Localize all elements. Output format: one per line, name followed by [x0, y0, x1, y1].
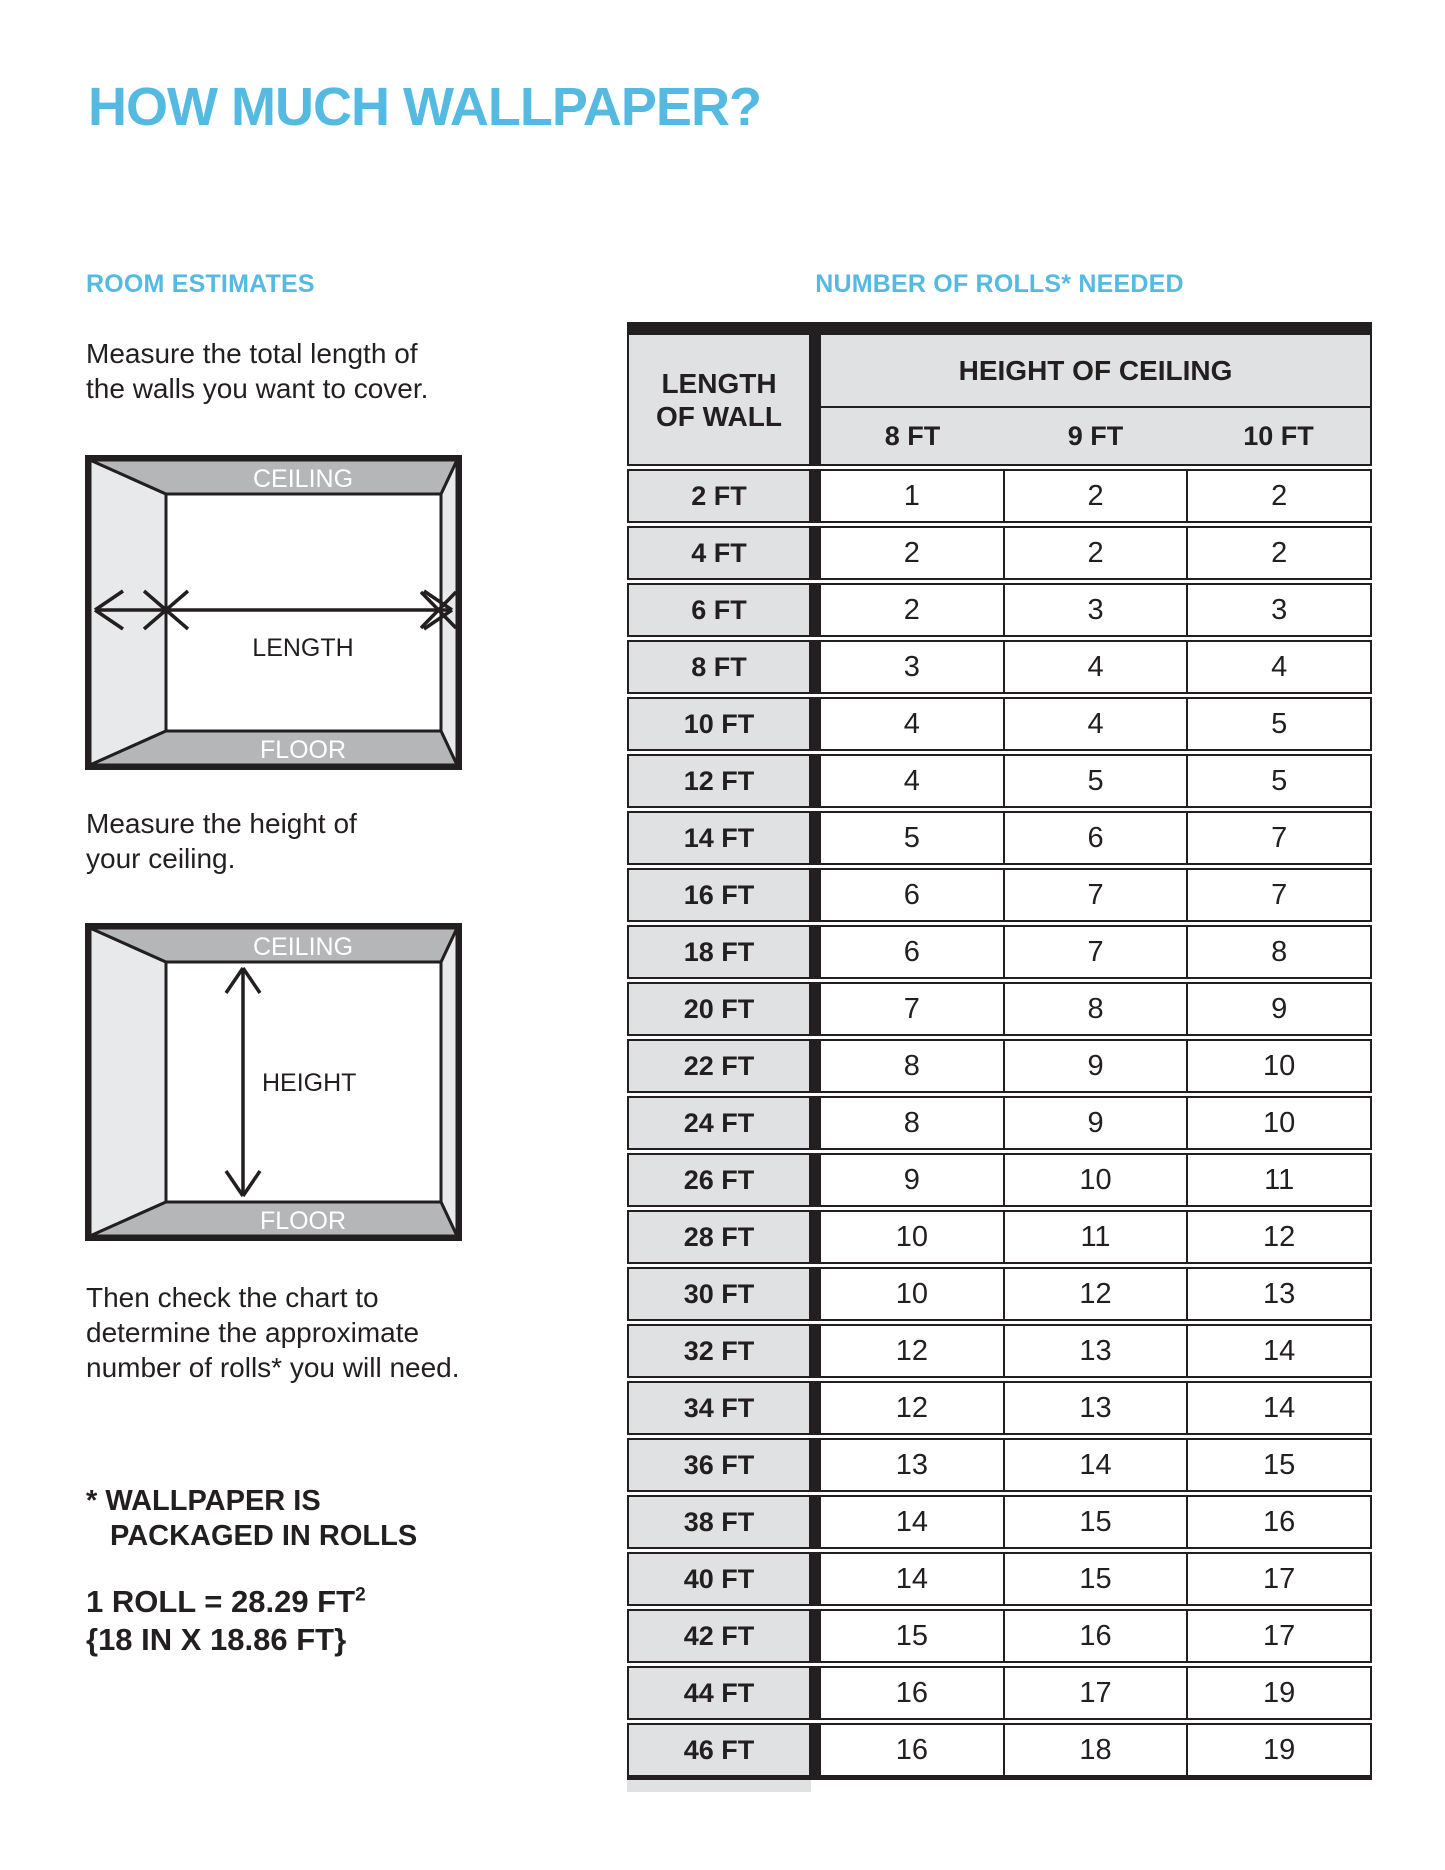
rolls-count-cell: 15	[1186, 1438, 1372, 1492]
rolls-count-cell: 5	[1003, 754, 1189, 808]
footnote-line: PACKAGED IN ROLLS	[110, 1520, 418, 1552]
rolls-count-cell: 15	[1003, 1552, 1189, 1606]
rolls-count-cell: 16	[1003, 1609, 1189, 1663]
wall-length-cell: 40 FT	[627, 1552, 811, 1606]
wall-length-cell: 42 FT	[627, 1609, 811, 1663]
rolls-count-cell: 10	[1186, 1039, 1372, 1093]
table-row	[627, 1153, 1372, 1207]
ceiling-label: CEILING	[252, 465, 354, 493]
paragraph-line: number of rolls* you will need.	[86, 1352, 460, 1383]
rolls-count-cell: 3	[1003, 583, 1189, 637]
rolls-count-cell: 19	[1186, 1666, 1372, 1720]
floor-label: FLOOR	[259, 1207, 347, 1235]
rolls-count-cell: 5	[819, 811, 1005, 865]
paragraph-line: the walls you want to cover.	[86, 373, 429, 404]
rolls-count-cell: 2	[1186, 469, 1372, 523]
rolls-count-cell: 15	[1003, 1495, 1189, 1549]
rolls-count-cell: 12	[819, 1324, 1005, 1378]
rolls-count-cell: 4	[819, 697, 1005, 751]
row-vertical-divider	[811, 1609, 819, 1663]
row-vertical-divider	[811, 697, 819, 751]
wall-length-cell: 28 FT	[627, 1210, 811, 1264]
wall-length-cell: 46 FT	[627, 1723, 811, 1777]
rolls-count-cell: 10	[819, 1210, 1005, 1264]
wall-length-cell: 16 FT	[627, 868, 811, 922]
row-vertical-divider	[811, 640, 819, 694]
rolls-count-cell: 6	[819, 868, 1005, 922]
paragraph-line: Measure the total length of	[86, 338, 418, 369]
rolls-count-cell: 12	[1186, 1210, 1372, 1264]
rolls-count-cell: 7	[1186, 811, 1372, 865]
room-length-diagram	[85, 455, 462, 770]
paragraph-line: Measure the height of	[86, 808, 357, 839]
rolls-count-cell: 4	[1186, 640, 1372, 694]
table-row	[627, 526, 1372, 580]
row-vertical-divider	[811, 1096, 819, 1150]
rolls-count-cell: 7	[1003, 925, 1189, 979]
row-vertical-divider	[811, 1267, 819, 1321]
table-bottom-tab	[627, 1780, 811, 1792]
wall-length-cell: 20 FT	[627, 982, 811, 1036]
rolls-count-cell: 8	[819, 1039, 1005, 1093]
rolls-needed-heading: NUMBER OF ROLLS* NEEDED	[815, 270, 1184, 298]
row-vertical-divider	[811, 1039, 819, 1093]
row-vertical-divider	[811, 1552, 819, 1606]
table-row	[627, 1267, 1372, 1321]
rolls-count-cell: 13	[1186, 1267, 1372, 1321]
table-row	[627, 811, 1372, 865]
table-row	[627, 1495, 1372, 1549]
rolls-count-cell: 17	[1003, 1666, 1189, 1720]
wall-length-cell: 18 FT	[627, 925, 811, 979]
header-line: OF WALL	[656, 400, 782, 432]
rolls-count-cell: 18	[1003, 1723, 1189, 1777]
rolls-count-cell: 10	[1003, 1153, 1189, 1207]
row-vertical-divider	[811, 868, 819, 922]
rolls-count-cell: 4	[819, 754, 1005, 808]
table-row	[627, 1324, 1372, 1378]
rolls-count-cell: 17	[1186, 1609, 1372, 1663]
rolls-table	[627, 322, 1372, 1792]
paragraph-line: Then check the chart to	[86, 1282, 379, 1313]
table-row	[627, 1723, 1372, 1777]
table-row	[627, 1609, 1372, 1663]
table-row	[627, 1210, 1372, 1264]
rolls-count-cell: 15	[819, 1609, 1005, 1663]
ceiling-height-drawing	[90, 928, 457, 1236]
column-header-9ft: 9 FT	[1067, 420, 1124, 451]
rolls-count-cell: 4	[1003, 640, 1189, 694]
rolls-count-cell: 13	[819, 1438, 1005, 1492]
rolls-count-cell: 16	[819, 1723, 1005, 1777]
wall-length-cell: 38 FT	[627, 1495, 811, 1549]
rolls-count-cell: 8	[1186, 925, 1372, 979]
height-measure-label: HEIGHT	[262, 1069, 357, 1097]
row-vertical-divider	[811, 1381, 819, 1435]
rolls-count-cell: 8	[819, 1096, 1005, 1150]
table-row	[627, 469, 1372, 523]
rolls-count-cell: 2	[819, 526, 1005, 580]
row-vertical-divider	[811, 1153, 819, 1207]
rolls-count-cell: 7	[1186, 868, 1372, 922]
right-wall	[441, 928, 457, 1236]
wall-length-cell: 24 FT	[627, 1096, 811, 1150]
paragraph-line: determine the approximate	[86, 1317, 420, 1348]
wall-length-cell: 44 FT	[627, 1666, 811, 1720]
wall-length-cell: 2 FT	[627, 469, 811, 523]
roll-area-text: 1 ROLL = 28.29 FT	[86, 1584, 356, 1619]
wall-length-cell: 8 FT	[627, 640, 811, 694]
rolls-count-cell: 11	[1003, 1210, 1189, 1264]
rolls-count-cell: 4	[1003, 697, 1189, 751]
row-vertical-divider	[811, 1438, 819, 1492]
table-row	[627, 754, 1372, 808]
roll-dimensions-line: {18 IN X 18.86 FT}	[86, 1622, 347, 1657]
left-wall	[90, 928, 166, 1236]
table-row	[627, 1666, 1372, 1720]
table-top-border	[627, 322, 1372, 333]
wall-length-cell: 26 FT	[627, 1153, 811, 1207]
row-vertical-divider	[811, 469, 819, 523]
rolls-count-cell: 9	[819, 1153, 1005, 1207]
column-header-10ft: 10 FT	[1243, 420, 1314, 451]
rolls-count-cell: 9	[1003, 1039, 1189, 1093]
measure-length-paragraph	[86, 336, 428, 406]
table-row	[627, 925, 1372, 979]
table-row	[627, 1438, 1372, 1492]
row-vertical-divider	[811, 583, 819, 637]
table-row	[627, 982, 1372, 1036]
rolls-count-cell: 17	[1186, 1552, 1372, 1606]
footnote-line: * WALLPAPER IS	[86, 1485, 321, 1517]
wall-length-cell: 30 FT	[627, 1267, 811, 1321]
rolls-count-cell: 19	[1186, 1723, 1372, 1777]
table-row	[627, 697, 1372, 751]
rolls-count-cell: 3	[1186, 583, 1372, 637]
rolls-count-cell: 2	[819, 583, 1005, 637]
room-estimates-heading: ROOM ESTIMATES	[86, 270, 315, 298]
table-body	[627, 469, 1372, 1777]
row-vertical-divider	[811, 1210, 819, 1264]
row-vertical-divider	[811, 982, 819, 1036]
rolls-count-cell: 10	[1186, 1096, 1372, 1150]
back-wall	[166, 494, 441, 731]
rolls-count-cell: 1	[819, 469, 1005, 523]
row-vertical-divider	[811, 925, 819, 979]
room-length-drawing	[90, 460, 457, 765]
rolls-count-cell: 6	[1003, 811, 1189, 865]
rolls-count-cell: 12	[819, 1381, 1005, 1435]
wall-length-cell: 34 FT	[627, 1381, 811, 1435]
wall-length-cell: 22 FT	[627, 1039, 811, 1093]
wall-length-cell: 4 FT	[627, 526, 811, 580]
rolls-count-cell: 2	[1003, 526, 1189, 580]
rolls-count-cell: 2	[1186, 526, 1372, 580]
table-row	[627, 583, 1372, 637]
rolls-count-cell: 13	[1003, 1324, 1189, 1378]
rolls-count-cell: 12	[1003, 1267, 1189, 1321]
wall-length-cell: 36 FT	[627, 1438, 811, 1492]
measure-height-paragraph	[86, 806, 357, 876]
rolls-count-cell: 2	[1003, 469, 1189, 523]
row-vertical-divider	[811, 1495, 819, 1549]
rolls-count-cell: 14	[1003, 1438, 1189, 1492]
table-row	[627, 640, 1372, 694]
roll-size-info	[86, 1583, 366, 1659]
rolls-count-cell: 9	[1003, 1096, 1189, 1150]
floor-label: FLOOR	[259, 736, 347, 764]
table-row	[627, 868, 1372, 922]
ceiling-height-diagram	[85, 923, 462, 1241]
rolls-count-cell: 9	[1186, 982, 1372, 1036]
rolls-count-cell: 3	[819, 640, 1005, 694]
header-line: LENGTH	[661, 367, 777, 399]
wall-length-cell: 12 FT	[627, 754, 811, 808]
height-of-ceiling-label: HEIGHT OF CEILING	[821, 335, 1370, 408]
rolls-count-cell: 14	[1186, 1381, 1372, 1435]
length-of-wall-header	[627, 333, 811, 466]
table-row	[627, 1039, 1372, 1093]
row-vertical-divider	[811, 1723, 819, 1777]
rolls-count-cell: 14	[1186, 1324, 1372, 1378]
row-vertical-divider	[811, 811, 819, 865]
rolls-count-cell: 7	[1003, 868, 1189, 922]
rolls-count-cell: 14	[819, 1552, 1005, 1606]
rolls-count-cell: 6	[819, 925, 1005, 979]
roll-area-superscript: 2	[355, 1584, 366, 1606]
rolls-count-cell: 14	[819, 1495, 1005, 1549]
rolls-footnote	[86, 1484, 417, 1554]
rolls-count-cell: 13	[1003, 1381, 1189, 1435]
rolls-count-cell: 5	[1186, 697, 1372, 751]
column-header-8ft: 8 FT	[884, 420, 941, 451]
rolls-count-cell: 10	[819, 1267, 1005, 1321]
row-vertical-divider	[811, 1324, 819, 1378]
ceiling-height-columns	[821, 408, 1370, 464]
table-header	[627, 333, 1372, 466]
rolls-count-cell: 11	[1186, 1153, 1372, 1207]
wall-length-cell: 10 FT	[627, 697, 811, 751]
rolls-count-cell: 16	[819, 1666, 1005, 1720]
page-title: HOW MUCH WALLPAPER?	[88, 77, 761, 137]
wall-length-cell: 6 FT	[627, 583, 811, 637]
length-measure-label: LENGTH	[252, 634, 354, 662]
rolls-count-cell: 8	[1003, 982, 1189, 1036]
height-of-ceiling-header	[819, 333, 1372, 466]
table-row	[627, 1552, 1372, 1606]
ceiling-label: CEILING	[252, 933, 354, 961]
wall-length-cell: 14 FT	[627, 811, 811, 865]
rolls-count-cell: 16	[1186, 1495, 1372, 1549]
table-row	[627, 1096, 1372, 1150]
wall-length-cell: 32 FT	[627, 1324, 811, 1378]
paragraph-line: your ceiling.	[86, 843, 236, 874]
row-vertical-divider	[811, 526, 819, 580]
row-vertical-divider	[811, 1666, 819, 1720]
roll-area-line	[86, 1583, 366, 1621]
header-vertical-divider	[811, 333, 819, 466]
rolls-count-cell: 5	[1186, 754, 1372, 808]
rolls-count-cell: 7	[819, 982, 1005, 1036]
row-vertical-divider	[811, 754, 819, 808]
table-row	[627, 1381, 1372, 1435]
check-chart-paragraph	[86, 1280, 460, 1385]
